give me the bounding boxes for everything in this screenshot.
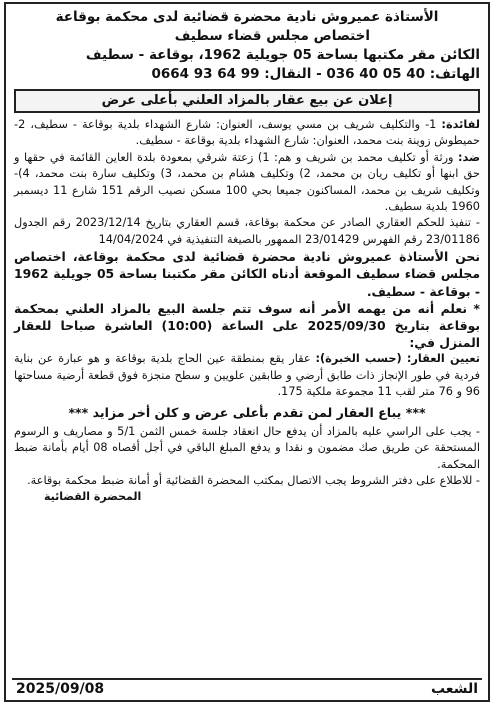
signature: المحضرة القضائية [44, 490, 142, 504]
publication-date: 2025/09/08 [16, 681, 105, 697]
bailiff-statement: نحن الأستاذة عميروش نادية محضرة قضائية لدى محكمة بوقاعة، اختصاص مجلس قضاء سطيف الموقعة أدناه الكائن مقر مكتبنا بساحة 05 جويلية 1962 - بوقاعة - سطيف. [14, 249, 480, 299]
against-paragraph [14, 150, 480, 216]
header-phone: الهاتف: 40 05 40 036 - النقال: 99 64 93 0664 [151, 66, 480, 82]
conditions-info: - للاطلاع على دفتر الشروط يجب الاتصال بمكتب المحضرة القضائية أو أمانة ضبط محكمة بوقاعة. [27, 473, 480, 487]
against-label: ضد: [458, 150, 480, 164]
against-text: ورثة أو تكليف محمد بن شريف و هم: 1) زعتة شرقي بمعودة بلدة العاين القائمة في حقها و حق ابنها أو تكليف ريان بن محمد، 2) وتكليف هشام بن محمد، 3) وتكليف سارة بنت محمد، 4)- وتكليف شريف بن محمد، المساكنون جميعا بحي 100 مسكن نصيب الرقم 151 شارع 11 ديسمبر 1960 بلدية سطيف. [14, 150, 481, 214]
legal-notice [4, 2, 490, 702]
footer [16, 680, 478, 698]
seller-label: لفائدة: [441, 118, 480, 131]
property-label: تعيين العقار: (حسب الخبرة): [315, 352, 480, 366]
property-text: عقار يقع بمنطقة عين الحاج بلدية بوقاعة و هو عبارة عن بناية فردية في طور الإنجاز ذات طابق أرضي و طابقين علويين و سطح منجزة فوق قطعة أرضية مساحتها 96 و 76 متر لقب 11 مجموعة ملكية 175. [14, 352, 480, 399]
seller-paragraph [14, 117, 480, 150]
seller-text: 1- والتكليف شريف بن مسي يوسف، العنوان: شارع الشهداء بلدية بوقاعة - سطيف، 2- حميطوش زوينة بنت محمد، العنوان: شارع الشهداء بلدية بوقاعة - سطيف. [14, 118, 480, 148]
sale-highlight: *** يباع العقار لمن تقدم بأعلى عرض و كلن أخر مزايد *** [68, 404, 426, 420]
notice-title: إعلان عن بيع عقار بالمزاد العلني بأعلى عرض [14, 89, 480, 113]
header-line-1: الأستاذة عميروش نادية محضرة قضائية لدى محكمة بوقاعة [55, 9, 439, 25]
execution-paragraph: - تنفيذ للحكم العقاري الصادر عن محكمة بوقاعة، قسم العقاري بتاريخ 2023/12/14 رقم الجدول 23/01186 رقم الفهرس 23/01429 الممهور بالصيغة التنفيذية في 14/04/2024 [14, 216, 480, 246]
property-paragraph [14, 351, 480, 400]
header-address: الكائن مقر مكتبها بساحة 05 جويلية 1962، بوقاعة - سطيف [85, 47, 480, 63]
newspaper-name: الشعب [430, 681, 478, 697]
auction-session: * نعلم أنه من يهمه الأمر أنه سوف تتم جلسة البيع بالمزاد العلني بمحكمة بوقاعة بتاريخ 2025/09/30 على الساعة (10:00) العاشرة صباحا للعقار المنزل في: [14, 300, 480, 351]
header-line-2: اختصاص مجلس قضاء سطيف [174, 28, 370, 44]
payment-terms: - يجب على الراسي عليه بالمزاد أن يدفع حال انعقاد جلسة خمس الثمن 5/1 و مصاريف و الرسوم المستحقة عن طريق صك مضمون و نقدا و يدفع المبلغ الباقي في أجل أقصاه 08 أيام بأمانة ضبط المحكمة. [14, 424, 480, 471]
